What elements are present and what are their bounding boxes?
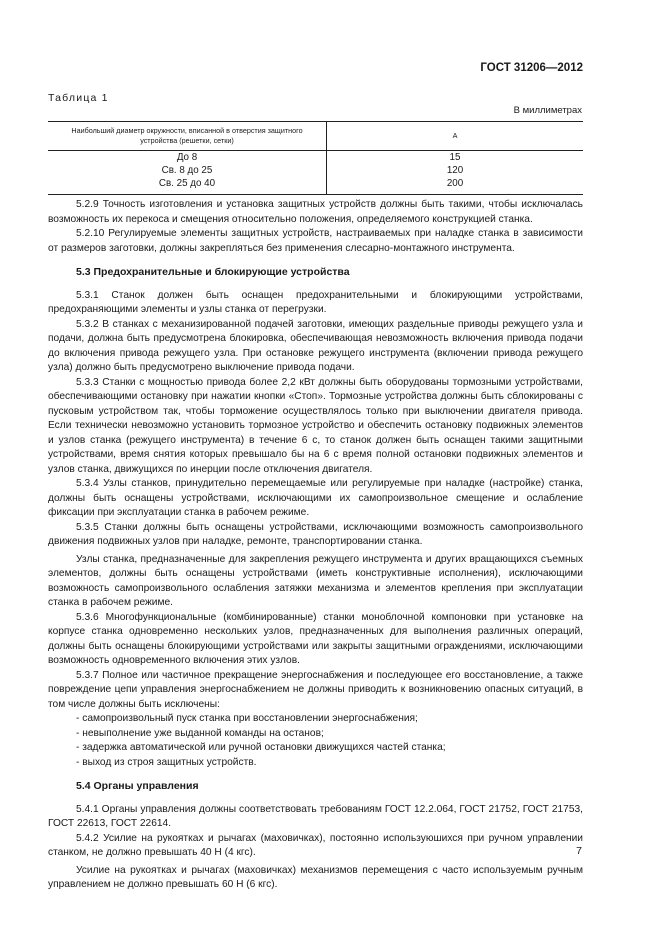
- list-item: - самопроизвольный пуск станка при восстановлении энергоснабжения;: [76, 713, 418, 724]
- table-header-row: [48, 122, 583, 151]
- paragraph-5-3-6: 5.3.6 Многофункциональные (комбинированные) станки моноблочной компоновки при установке на корпусе станка одновременно нескольких узлов, предназначенных для выполнения различных операций, должны быть оснащены блокирующими устройствами или закрыты защитными ограждениями, исключающими возможность одновременного включения этих узлов.: [48, 611, 583, 666]
- paragraph-5-3-4: 5.3.4 Узлы станков, принудительно перемещаемые или регулируемые при наладке (настройке) станка, должны быть оснащены устройствами, исключающими их самопроизвольное смещение и ослабление фиксации при эксплуатации станка в рабочем режиме.: [48, 478, 583, 518]
- paragraph-5-3-7: 5.3.7 Полное или частичное прекращение энергоснабжения и последующее его восстановление, а также повреждение цепи управления энергоснабжением не должны приводить к возникновению опасных ситуаций, в том числе должны быть исключены:: [48, 669, 583, 710]
- list-item: - невыполнение уже выданной команды на останов;: [76, 727, 324, 739]
- paragraph-5-4-2-continued: Усилие на рукоятках и рычагах (маховичках) механизмов перемещения с часто используемым ручным управлением не должно превышать 60 Н (6 кгс).: [48, 864, 583, 890]
- section-heading-5-4: 5.4 Органы управления: [76, 780, 199, 792]
- paragraph-5-2-9: 5.2.9 Точность изготовления и установка защитных устройств должны быть такими, чтобы исключалась возможность их перекоса и смещения относительно положения, определяемого конструкцией станка.: [48, 199, 583, 225]
- paragraph-5-3-5-continued: Узлы станка, предназначенные для закрепления режущего инструмента и других вращающихся съемных элементов, должны быть оснащены устройствами (иметь конструктивные исполнения), исключающими возможность самопроизвольного ослабления затяжки механизма и элементов крепления при эксплуатации станка в рабочем режиме.: [48, 553, 583, 608]
- excluded-situations-list: [48, 712, 583, 770]
- paragraph-5-4-1: 5.4.1 Органы управления должны соответствовать требованиям ГОСТ 12.2.064, ГОСТ 21752, ГОСТ 21753, ГОСТ 22613, ГОСТ 22614.: [48, 803, 583, 829]
- table-row: [48, 164, 583, 177]
- table-cell-diameter: Св. 25 до 40: [48, 177, 327, 195]
- table-header-a: A: [327, 122, 584, 151]
- table-cell-diameter: Св. 8 до 25: [48, 164, 327, 177]
- table-cell-a: 200: [327, 177, 584, 195]
- paragraph-5-3-1: 5.3.1 Станок должен быть оснащен предохранительными и блокирующими устройствами, предохраняющими элементы и узлы станка от перегрузки.: [48, 289, 583, 315]
- paragraph-5-3-3: 5.3.3 Станки с мощностью привода более 2,2 кВт должны быть оборудованы тормозными устройствами, обеспечивающими остановку при нажатии кнопки «Стоп». Тормозные устройства должны быть сблокированы с пусковым устройством так, чтобы торможение осуществлялось только при выключении двигателя привода. Если технически невозможно установить тормозное устройство и обеспечить остановку подвижных элементов и узлов станка (режущего инструмента) в течение 6 с, то станок должен быть оснащен такими защитными устройствами, время снятия которых превышало бы на 6 с время полной остановки подвижных элементов и узлов станка, движущихся по инерции после отключения двигателя.: [48, 376, 583, 475]
- table-units: В миллиметрах: [513, 105, 582, 116]
- table-cell-diameter: До 8: [48, 151, 327, 165]
- table-row: [48, 177, 583, 195]
- document-code: ГОСТ 31206—2012: [480, 62, 583, 74]
- list-item: - выход из строя защитных устройств.: [76, 756, 257, 768]
- data-table: [48, 121, 583, 195]
- paragraph-5-3-2: 5.3.2 В станках с механизированной подачей заготовки, имеющих раздельные приводы режущего узла и подачи, должна быть предусмотрена блокировка, обеспечивающая невозможность включения привода подачи до включения привода режущего узла. При остановке режущего инструмента (включении привода режущего узла) должно быть предусмотрено выключение привода подачи.: [48, 318, 583, 373]
- document-body: [48, 198, 583, 893]
- paragraph-5-3-5: 5.3.5 Станки должны быть оснащены устройствами, исключающими возможность самопроизвольного движения подвижных узлов при наладке, ремонте, транспортировании станка.: [48, 521, 583, 547]
- table-header-diameter: Наибольший диаметр окружности, вписанной в отверстия защитного устройства (решетки, сетки): [48, 122, 327, 151]
- table-caption: Таблица 1: [48, 92, 109, 104]
- paragraph-5-4-2: 5.4.2 Усилие на рукоятках и рычагах (маховичках), постоянно используюшихся при ручном управлении станком, не должно превышать 40 Н (4 кгс).: [48, 832, 583, 858]
- page-number: 7: [576, 845, 582, 857]
- table-cell-a: 15: [449, 152, 461, 163]
- table-row: [48, 151, 583, 165]
- section-heading-5-3: 5.3 Предохранительные и блокирующие устройства: [76, 266, 350, 278]
- paragraph-5-2-10: 5.2.10 Регулируемые элементы защитных устройств, настраиваемых при наладке станка в зависимости от размеров заготовки, должны закрепляться без применения слесарно-монтажного инструмента.: [48, 228, 583, 254]
- list-item: - задержка автоматической или ручной остановки движущихся частей станка;: [76, 742, 446, 753]
- table-cell-a: 120: [446, 165, 464, 176]
